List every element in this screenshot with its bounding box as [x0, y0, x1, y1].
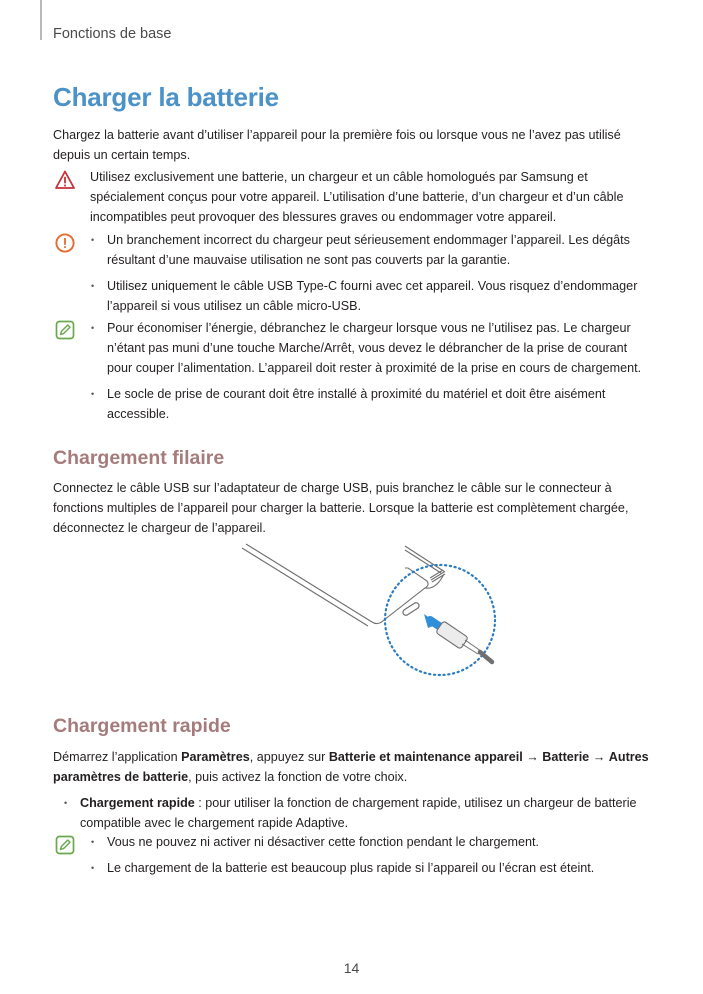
page-number: 14	[343, 960, 360, 976]
note-item: • Vous ne pouvez ni activer ni désactiver cette fonction pendant le chargement.	[90, 832, 650, 852]
note-list	[90, 318, 650, 424]
header-rule	[40, 0, 42, 40]
caution-list	[90, 230, 650, 316]
fast-option-bullet	[63, 793, 649, 833]
page-title: Charger la batterie	[53, 82, 279, 112]
wired-heading: Chargement filaire	[53, 447, 225, 469]
caution-item: • Un branchement incorrect du chargeur peut sérieusement endommager l’appareil. Les dégâts résultant d’une mauvaise utilisation ne sont pas couverts par la garantie.	[90, 230, 650, 270]
caution-circle-icon	[55, 233, 75, 253]
note-pencil-icon	[55, 320, 75, 340]
warning-text: Utilisez exclusivement une batterie, un chargeur et un câble homologués par Samsung et spécialement conçus pour votre appareil. L’utilisation d’une batterie, d’un chargeur et d’un câble incompatibles peut provoquer des blessures graves ou endommager votre appareil.	[90, 170, 624, 224]
fast-charging-option: • Chargement rapide : pour utiliser la fonction de chargement rapide, utilisez un chargeur de batterie compatible avec le chargement rapide Adaptive.	[63, 793, 649, 833]
note-list-2	[90, 832, 650, 878]
menu-path-2: Batterie	[542, 750, 590, 764]
note-pencil-icon	[55, 835, 75, 855]
note-item: • Le socle de prise de courant doit être installé à proximité du matériel et doit être aisément accessible.	[90, 384, 650, 424]
menu-path-3: Autres paramètres de batterie	[53, 750, 649, 784]
charging-illustration	[240, 540, 500, 685]
note-item: • Pour économiser l’énergie, débranchez le chargeur lorsque vous ne l’utilisez pas. Le chargeur n’étant pas muni d’une touche Marche/Arrêt, vous devez le débrancher de la prise de courant pour couper l’alimentation. L’appareil doit rester à proximité de la prise en cours de chargement.	[90, 318, 650, 378]
note-item: • Le chargement de la batterie est beaucoup plus rapide si l’appareil ou l’écran est éteint.	[90, 858, 650, 878]
phone-outline-icon	[242, 544, 445, 626]
wired-paragraph: Connectez le câble USB sur l’adaptateur de charge USB, puis branchez le câble sur le connecteur à fonctions multiples de l’appareil pour charger la batterie. Lorsque la batterie est complètement chargée, déconnectez le chargeur de l’appareil.	[53, 481, 629, 535]
warning-triangle-icon	[55, 170, 75, 190]
running-header: Fonctions de base	[53, 26, 172, 42]
intro-paragraph: Chargez la batterie avant d’utiliser l’appareil pour la première fois ou lorsque vous ne l’avez pas utilisé depuis un certain temps.	[53, 128, 621, 162]
fast-paragraph: Démarrez l’application Paramètres, appuyez sur Batterie et maintenance appareil → Batterie → Autres paramètres de batterie, puis activez la fonction de votre choix.	[53, 750, 649, 784]
usb-c-cable-icon	[424, 614, 492, 662]
settings-app-name: Paramètres	[181, 750, 250, 764]
fast-heading: Chargement rapide	[53, 715, 231, 737]
menu-path-1: Batterie et maintenance appareil	[328, 750, 523, 764]
caution-item: • Utilisez uniquement le câble USB Type-C fourni avec cet appareil. Vous risquez d’endommager l’appareil si vous utilisez un câble micro-USB.	[90, 276, 650, 316]
